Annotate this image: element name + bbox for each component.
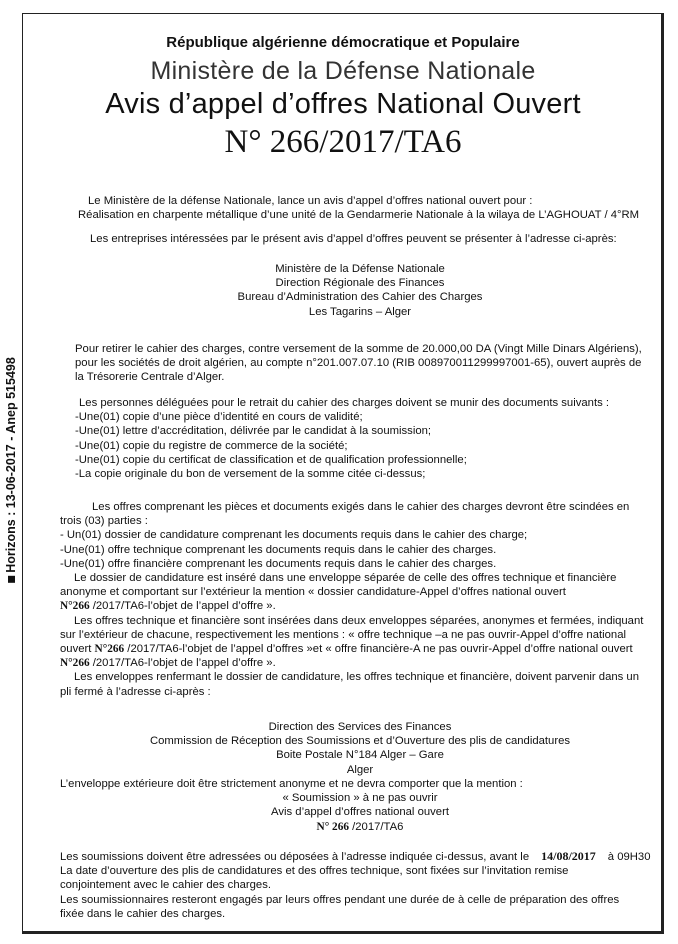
offers-section <box>60 500 644 699</box>
notice-number-inline: N°266 <box>94 643 125 656</box>
offers-p2c-text: /2017/TA6-l’objet de l’appel d’offre ». <box>89 600 276 613</box>
deadline-line <box>60 849 660 864</box>
offers-p3d <box>60 656 633 670</box>
document-item: -Une(01) copie du registre de commerce de la société; <box>75 439 348 452</box>
offers-p3b: sur l’extérieur de chacune, respectivement les mentions : « offre technique –a ne pas ouvrir-Appel d’offre national <box>60 628 627 641</box>
withdraw-line: Pour retirer le cahier des charges, contre versement de la somme de 20.000,00 DA (Vingt Mille Dinars Algériens), <box>75 343 642 355</box>
offer-item: -Une(01) offre financière comprenant les documents requis dans le cahier des charges. <box>60 557 497 570</box>
final-line: fixée dans le cahier des charges. <box>60 907 226 920</box>
envelope-line: L’enveloppe extérieure doit être strictement anonyme et ne devra comporter que la mention : <box>60 778 523 790</box>
documents-section <box>75 396 660 481</box>
address-line: Direction Régionale des Finances <box>275 277 445 290</box>
bullet-icon <box>8 576 15 583</box>
notice-number-inline: N° 266 <box>316 820 349 833</box>
publication-reference <box>4 357 18 583</box>
document-item: -Une(01) lettre d’accréditation, délivrée par le candidat à la soumission; <box>75 425 432 438</box>
notice-number-inline: N°266 <box>60 657 90 670</box>
address-line: Bureau d’Administration des Cahier des Charges <box>237 291 483 304</box>
offers-p3a: Les offres technique et financière sont insérées dans deux enveloppes séparées, anonymes et fermées, indiquant <box>74 614 644 627</box>
envelope-mention-3 <box>60 820 660 834</box>
publication-reference-text: Horizons : 13-06-2017 - Anep 515498 <box>4 357 18 573</box>
offers-p3d-text: /2017/TA6-l’objet de l’appel d’offre ». <box>89 657 276 670</box>
final-line: La date d’ouverture des plis de candidatures et des offres technique, sont fixées sur l’invitation remise <box>60 865 569 878</box>
offer-item: - Un(01) dossier de candidature comprenant les documents requis dans le cahier des charge; <box>60 529 528 542</box>
address-line: Direction des Services des Finances <box>268 721 452 733</box>
offers-p1b: trois (03) parties : <box>60 515 148 528</box>
offers-p2b: anonyme et comportant sur l’extérieur la mention « dossier candidature-Appel d’offres national ouvert <box>60 586 566 599</box>
intro-p2: Réalisation en charpente métallique d’une unité de la Gendarmerie Nationale à la wilaya de L’AGHOUAT / 4°RM <box>78 209 640 221</box>
deadline-date: 14/08/2017 <box>541 849 596 863</box>
address-line: Ministère de la Défense Nationale <box>275 263 445 275</box>
documents-intro: Les personnes déléguées pour le retrait du cahier des charges doivent se munir des documents suivants : <box>79 397 610 409</box>
intro-p3: Les entreprises intéressées par le présent avis d’appel d’offres peuvent se présenter à l’adresse ci-après: <box>90 233 617 245</box>
withdraw-paragraph <box>75 342 660 385</box>
offers-p3c <box>60 642 633 656</box>
deadline-time: à 09H30 <box>607 851 651 863</box>
sidebar <box>0 0 22 944</box>
intro-p1: Le Ministère de la défense Nationale, lance un avis d’appel d’offres national ouvert pour : <box>88 195 533 207</box>
offers-p1a: Les offres comprenant les pièces et documents exigés dans le cahier des charges devront être scindées en <box>92 501 630 513</box>
ministry-name: Ministère de la Défense Nationale <box>150 57 536 85</box>
offer-item: -Une(01) offre technique comprenant les documents requis dans le cahier des charges. <box>60 543 497 556</box>
offers-p4a: Les enveloppes renfermant le dossier de candidature, les offres technique et financière, doivent parvenir dans un <box>74 671 639 684</box>
document-item: -La copie originale du bon de versement de la somme citée ci-dessus; <box>75 468 426 481</box>
document-item: -Une(01) copie du certificat de classification et de qualification professionnelle; <box>75 453 467 466</box>
envelope-mention-2: Avis d’appel d’offres national ouvert <box>271 806 449 819</box>
final-line: Les soumissionnaires resteront engagés par leurs offres pendant une durée de à celle de préparation des offres <box>60 893 620 906</box>
envelope-section <box>60 777 660 834</box>
address-line: Commission de Réception des Soumissions et d’Ouverture des plis de candidatures <box>149 735 571 748</box>
offers-p2a: Le dossier de candidature est inséré dans une enveloppe séparée de celle des offres technique et financière <box>74 572 617 585</box>
address-block-2 <box>60 720 660 777</box>
offers-p2c <box>60 599 633 613</box>
envelope-mention-3-text: /2017/TA6 <box>349 820 404 833</box>
offers-p4b: pli fermé à l’adresse ci-après : <box>60 685 211 698</box>
final-section <box>60 849 660 921</box>
document-item: -Une(01) copie d’une pièce d’identité en cours de validité; <box>75 411 363 424</box>
notice-number: N° 266/2017/TA6 <box>224 124 462 160</box>
withdraw-line: la Trésorerie Centrale d’Alger. <box>75 371 225 384</box>
notice-title: Avis d’appel d’offres National Ouvert <box>105 88 581 120</box>
address-line: Les Tagarins – Alger <box>308 305 412 318</box>
notice-number-inline: N°266 <box>60 600 90 613</box>
country-name: République algérienne démocratique et Populaire <box>166 34 520 51</box>
address-line: Boite Postale N°184 Alger – Gare <box>276 749 444 762</box>
final-line: conjointement avec le cahier des charges. <box>60 879 271 892</box>
address-line: Alger <box>346 763 374 776</box>
offers-p3c-pre: ouvert <box>60 643 95 656</box>
address-block-1 <box>60 262 660 319</box>
deadline-text: Les soumissions doivent être adressées ou déposées à l’adresse indiquée ci-dessus, avant le <box>60 851 530 863</box>
offers-p3c-text: /2017/TA6-l’objet de l’appel d’offres »et « offre financière-A ne pas ouvrir-Appel d’offre national ouvert <box>124 643 633 656</box>
withdraw-line: pour les sociétés de droit algérien, au compte n°201.007.07.10 (RIB 008970011299997001-65), ouvert auprès de <box>75 357 642 370</box>
envelope-mention-1: « Soumission » à ne pas ouvrir <box>282 792 438 805</box>
